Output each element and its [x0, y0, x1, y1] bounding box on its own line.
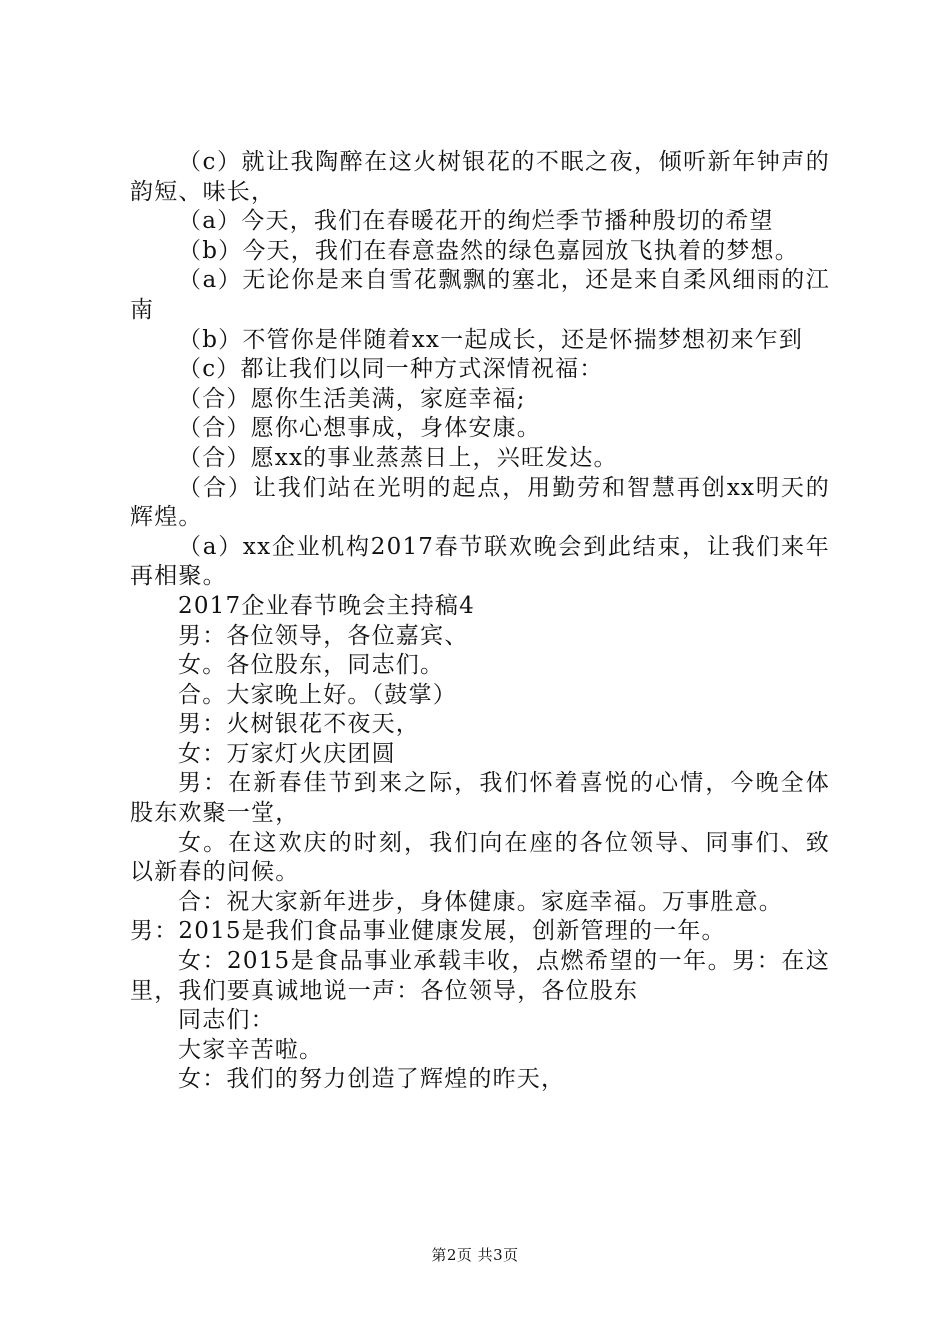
paragraph: （合）愿你生活美满，家庭幸福;: [178, 385, 526, 412]
paragraph: 合：祝大家新年进步，身体健康。家庭幸福。万事胜意。: [178, 888, 783, 915]
paragraph: 男：在新春佳节到来之际，我们怀着喜悦的心情，今晚全体股东欢聚一堂，: [130, 770, 830, 827]
paragraph: （b）今天，我们在春意盎然的绿色嘉园放飞执着的梦想。: [178, 237, 799, 264]
paragraph: 女：我们的努力创造了辉煌的昨天，: [178, 1066, 566, 1093]
paragraph: （合）让我们站在光明的起点，用勤劳和智慧再创xx明天的辉煌。: [130, 474, 830, 531]
paragraph: （c）就让我陶醉在这火树银花的不眠之夜，倾听新年钟声的韵短、味长，: [130, 149, 830, 205]
page-number-footer: 第2页 共3页: [431, 1246, 519, 1264]
paragraph: （a）无论你是来自雪花飘飘的塞北，还是来自柔风细雨的江南: [130, 267, 830, 323]
paragraph: 大家辛苦啦。: [178, 1036, 324, 1063]
paragraph: （a）xx企业机构2017春节联欢晚会到此结束，让我们来年再相聚。: [130, 533, 830, 590]
section-heading: 2017企业春节晚会主持稿4: [178, 592, 475, 619]
paragraph: 同志们：: [178, 1007, 275, 1034]
paragraph: （a）今天，我们在春暖花开的绚烂季节播种殷切的希望: [178, 208, 774, 235]
paragraph: （合）愿你心想事成，身体安康。: [178, 415, 541, 442]
paragraph: 男：2015是我们食品事业健康发展，创新管理的一年。: [130, 918, 726, 945]
paragraph: 女：万家灯火庆团圆: [178, 740, 396, 767]
paragraph: 女：2015是食品事业承载丰收，点燃希望的一年。男：在这里，我们要真诚地说一声：各位领导，各位股东: [130, 948, 830, 1004]
paragraph: 女。在这欢庆的时刻，我们向在座的各位领导、同事们、致以新春的问候。: [130, 829, 830, 886]
paragraph: 合。大家晚上好。（鼓掌）: [178, 681, 457, 708]
paragraph: 女。各位股东，同志们。: [178, 652, 445, 679]
document-body: [130, 148, 830, 1095]
paragraph: 男：火树银花不夜天，: [178, 711, 420, 738]
paragraph: （b）不管你是伴随着xx一起成长，还是怀揣梦想初来乍到: [178, 326, 804, 353]
paragraph: （合）愿xx的事业蒸蒸日上，兴旺发达。: [178, 444, 618, 471]
paragraph: （c）都让我们以同一种方式深情祝福：: [178, 356, 604, 383]
paragraph: 男：各位领导，各位嘉宾、: [178, 622, 469, 649]
